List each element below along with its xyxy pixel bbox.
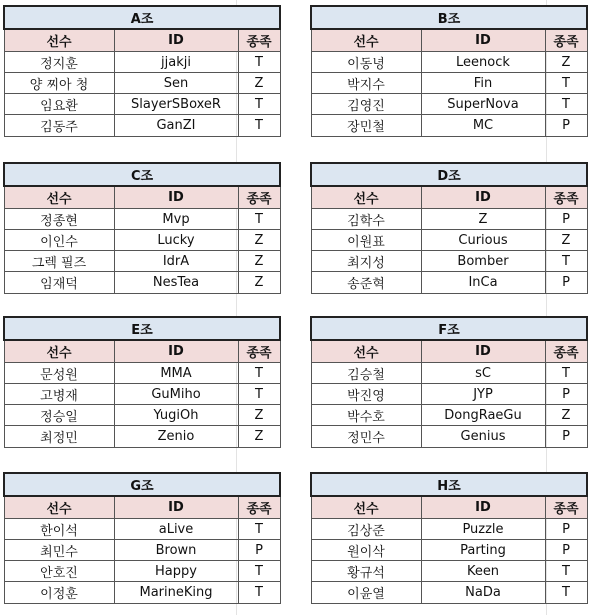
player-row (4, 251, 280, 272)
group-title: H조 (311, 473, 587, 496)
player-race: P (545, 384, 587, 405)
player-name: 고병재 (4, 384, 114, 405)
player-id: MarineKing (114, 582, 238, 604)
player-id: SlayerSBoxeR (114, 94, 238, 115)
player-race: T (238, 582, 280, 604)
header-player: 선수 (311, 340, 421, 363)
player-id: JYP (421, 384, 545, 405)
player-name: 김학수 (311, 209, 421, 230)
header-id: ID (114, 496, 238, 519)
player-row (4, 582, 280, 604)
header-id: ID (114, 340, 238, 363)
player-name: 정민수 (311, 426, 421, 448)
header-id: ID (114, 186, 238, 209)
player-name: 정지훈 (4, 52, 114, 73)
player-race: P (545, 272, 587, 294)
player-id: Sen (114, 73, 238, 94)
player-name: 김상준 (311, 519, 421, 540)
player-race: Z (545, 405, 587, 426)
player-row (311, 94, 587, 115)
player-row (311, 582, 587, 604)
group-title: B조 (311, 6, 587, 29)
group-table (310, 316, 588, 448)
player-row (311, 115, 587, 137)
player-race: T (545, 561, 587, 582)
player-name: 김승철 (311, 363, 421, 384)
header-id: ID (421, 29, 545, 52)
player-id: NesTea (114, 272, 238, 294)
player-race: T (238, 561, 280, 582)
player-row (311, 561, 587, 582)
player-row (311, 540, 587, 561)
player-id: GanZI (114, 115, 238, 137)
player-id: Zenio (114, 426, 238, 448)
player-id: Z (421, 209, 545, 230)
header-race: 종족 (238, 496, 280, 519)
player-row (311, 230, 587, 251)
player-race: T (238, 115, 280, 137)
player-id: YugiOh (114, 405, 238, 426)
header-player: 선수 (4, 186, 114, 209)
player-name: 안호진 (4, 561, 114, 582)
player-name: 박수호 (311, 405, 421, 426)
player-id: Fin (421, 73, 545, 94)
player-id: Bomber (421, 251, 545, 272)
player-id: MC (421, 115, 545, 137)
player-row (4, 384, 280, 405)
player-race: Z (238, 426, 280, 448)
player-row (4, 405, 280, 426)
player-id: Leenock (421, 52, 545, 73)
player-row (311, 519, 587, 540)
player-id: DongRaeGu (421, 405, 545, 426)
player-id: SuperNova (421, 94, 545, 115)
player-name: 박진영 (311, 384, 421, 405)
header-player: 선수 (311, 29, 421, 52)
group-title: G조 (4, 473, 280, 496)
header-id: ID (421, 496, 545, 519)
player-race: T (238, 363, 280, 384)
header-race: 종족 (238, 340, 280, 363)
player-race: Z (238, 251, 280, 272)
player-row (4, 426, 280, 448)
player-name: 원이삭 (311, 540, 421, 561)
player-name: 임재덕 (4, 272, 114, 294)
player-name: 김동주 (4, 115, 114, 137)
player-race: T (238, 209, 280, 230)
header-id: ID (421, 340, 545, 363)
player-id: sC (421, 363, 545, 384)
player-name: 최정민 (4, 426, 114, 448)
player-name: 송준혁 (311, 272, 421, 294)
player-row (311, 405, 587, 426)
player-race: T (238, 519, 280, 540)
player-id: Mvp (114, 209, 238, 230)
header-player: 선수 (311, 186, 421, 209)
player-name: 한이석 (4, 519, 114, 540)
player-row (4, 73, 280, 94)
player-name: 이윤열 (311, 582, 421, 604)
player-row (4, 519, 280, 540)
header-player: 선수 (311, 496, 421, 519)
player-race: T (545, 363, 587, 384)
player-id: Keen (421, 561, 545, 582)
player-name: 박지수 (311, 73, 421, 94)
player-name: 양 찌아 청 (4, 73, 114, 94)
player-race: Z (545, 230, 587, 251)
player-id: aLive (114, 519, 238, 540)
group-title: F조 (311, 317, 587, 340)
player-race: T (545, 582, 587, 604)
player-id: GuMiho (114, 384, 238, 405)
player-id: Puzzle (421, 519, 545, 540)
player-id: IdrA (114, 251, 238, 272)
header-player: 선수 (4, 496, 114, 519)
group-title: A조 (4, 6, 280, 29)
group-title: D조 (311, 163, 587, 186)
player-id: NaDa (421, 582, 545, 604)
player-row (311, 209, 587, 230)
player-race: P (545, 540, 587, 561)
player-row (311, 363, 587, 384)
player-race: Z (238, 73, 280, 94)
player-race: P (545, 426, 587, 448)
player-race: P (545, 115, 587, 137)
header-race: 종족 (545, 340, 587, 363)
group-table (310, 5, 588, 137)
player-row (4, 52, 280, 73)
group-table (3, 5, 281, 137)
player-name: 임요환 (4, 94, 114, 115)
player-name: 이정훈 (4, 582, 114, 604)
player-id: Curious (421, 230, 545, 251)
header-race: 종족 (545, 29, 587, 52)
player-row (4, 540, 280, 561)
player-row (311, 426, 587, 448)
player-name: 장민철 (311, 115, 421, 137)
player-name: 정종현 (4, 209, 114, 230)
header-race: 종족 (238, 29, 280, 52)
header-race: 종족 (238, 186, 280, 209)
player-row (4, 561, 280, 582)
player-id: MMA (114, 363, 238, 384)
group-table (310, 472, 588, 604)
player-race: Z (238, 230, 280, 251)
group-table (3, 472, 281, 604)
player-name: 그렉 필즈 (4, 251, 114, 272)
header-race: 종족 (545, 496, 587, 519)
player-id: InCa (421, 272, 545, 294)
player-race: T (545, 73, 587, 94)
player-row (311, 52, 587, 73)
player-name: 최지성 (311, 251, 421, 272)
player-row (311, 73, 587, 94)
player-name: 이동녕 (311, 52, 421, 73)
player-row (311, 272, 587, 294)
header-id: ID (114, 29, 238, 52)
player-name: 이인수 (4, 230, 114, 251)
group-table (3, 162, 281, 294)
player-row (4, 115, 280, 137)
player-name: 정승일 (4, 405, 114, 426)
player-race: T (238, 384, 280, 405)
player-id: Parting (421, 540, 545, 561)
player-race: T (238, 52, 280, 73)
player-id: Lucky (114, 230, 238, 251)
player-race: P (545, 519, 587, 540)
player-name: 문성원 (4, 363, 114, 384)
player-name: 김영진 (311, 94, 421, 115)
player-race: T (238, 94, 280, 115)
group-table (310, 162, 588, 294)
player-name: 황규석 (311, 561, 421, 582)
group-title: C조 (4, 163, 280, 186)
player-race: T (545, 94, 587, 115)
player-id: Brown (114, 540, 238, 561)
player-row (311, 384, 587, 405)
player-race: Z (545, 52, 587, 73)
player-race: Z (238, 405, 280, 426)
player-row (4, 94, 280, 115)
header-race: 종족 (545, 186, 587, 209)
player-name: 최민수 (4, 540, 114, 561)
player-name: 이원표 (311, 230, 421, 251)
player-race: P (238, 540, 280, 561)
header-player: 선수 (4, 29, 114, 52)
player-id: Happy (114, 561, 238, 582)
player-race: P (545, 209, 587, 230)
player-row (4, 230, 280, 251)
player-row (4, 272, 280, 294)
player-row (4, 209, 280, 230)
player-race: T (545, 251, 587, 272)
player-row (311, 251, 587, 272)
header-player: 선수 (4, 340, 114, 363)
player-race: Z (238, 272, 280, 294)
player-id: jjakji (114, 52, 238, 73)
header-id: ID (421, 186, 545, 209)
player-id: Genius (421, 426, 545, 448)
group-title: E조 (4, 317, 280, 340)
player-row (4, 363, 280, 384)
group-table (3, 316, 281, 448)
